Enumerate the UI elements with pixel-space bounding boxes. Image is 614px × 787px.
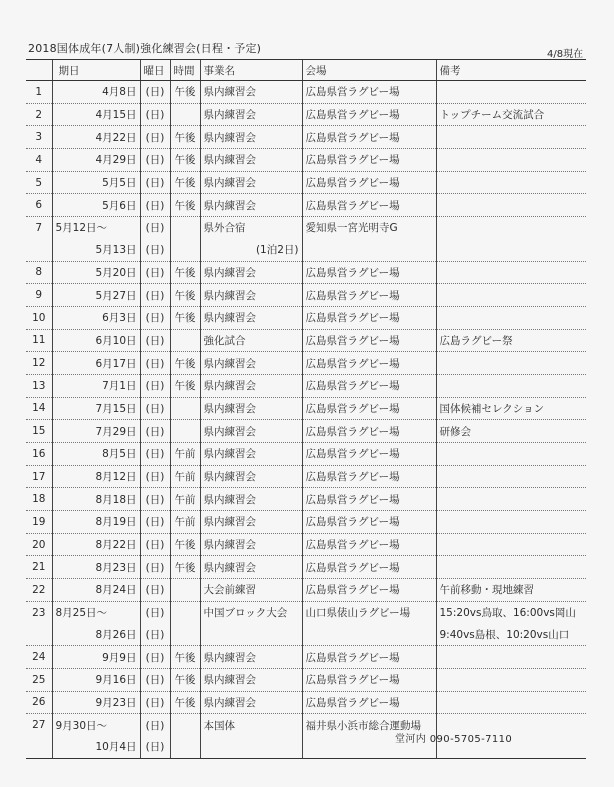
table-row [26, 420, 586, 443]
table-row [26, 646, 586, 669]
cell-no: 5 [26, 171, 52, 194]
cell-time: 午後 [170, 81, 200, 104]
cell-no: 19 [26, 511, 52, 534]
cell-note [436, 149, 586, 172]
cell-event: 強化試合 [200, 329, 302, 352]
cell-time: 午後 [170, 306, 200, 329]
cell-no: 9 [26, 284, 52, 307]
cell-time [170, 736, 200, 758]
cell-venue: 広島県営ラグビー場 [302, 352, 436, 375]
cell-event: 県内練習会 [200, 171, 302, 194]
cell-venue: 広島県営ラグビー場 [302, 374, 436, 397]
cell-venue: 広島県営ラグビー場 [302, 488, 436, 511]
table-row [26, 217, 586, 239]
cell-time: 午前 [170, 488, 200, 511]
cell-dow: (日) [140, 533, 170, 556]
cell-date: 6月3日 [52, 306, 140, 329]
cell-dow: (日) [140, 217, 170, 239]
cell-note [436, 81, 586, 104]
cell-date: 8月23日 [52, 556, 140, 579]
cell-time: 午後 [170, 126, 200, 149]
cell-venue: 広島県営ラグビー場 [302, 579, 436, 602]
cell-venue: 広島県営ラグビー場 [302, 126, 436, 149]
cell-time: 午後 [170, 149, 200, 172]
cell-date: 8月22日 [52, 533, 140, 556]
cell-no: 23 [32, 606, 46, 619]
cell-date: 8月12日 [52, 465, 140, 488]
cell-venue: 福井県小浜市総合運動場 [302, 714, 436, 736]
table-row [26, 374, 586, 397]
schedule-table [26, 59, 586, 759]
cell-dow: (日) [140, 691, 170, 714]
cell-date: 6月17日 [52, 352, 140, 375]
cell-date: 8月26日 [52, 624, 140, 646]
cell-event: 県内練習会 [200, 511, 302, 534]
table-row [26, 306, 586, 329]
cell-dow: (日) [140, 171, 170, 194]
cell-date: 5月6日 [52, 194, 140, 217]
cell-no: 1 [26, 81, 52, 104]
cell-dow: (日) [140, 556, 170, 579]
cell-no: 22 [26, 579, 52, 602]
cell-venue: 広島県営ラグビー場 [302, 81, 436, 104]
cell-date: 5月12日～ [52, 217, 140, 239]
cell-time [170, 329, 200, 352]
cell-note [436, 239, 586, 261]
cell-date: 10月4日 [52, 736, 140, 758]
cell-time [170, 579, 200, 602]
cell-date: 9月23日 [52, 691, 140, 714]
header-note: 備考 [436, 60, 586, 81]
cell-event: (1泊2日) [200, 239, 302, 261]
cell-date: 4月29日 [52, 149, 140, 172]
cell-no [26, 736, 52, 758]
table-row [26, 443, 586, 466]
cell-note [436, 691, 586, 714]
table-row [26, 284, 586, 307]
cell-no: 20 [26, 533, 52, 556]
cell-time: 午後 [170, 556, 200, 579]
cell-no: 12 [26, 352, 52, 375]
cell-event: 県内練習会 [200, 488, 302, 511]
cell-venue: 広島県営ラグビー場 [302, 443, 436, 466]
cell-dow: (日) [140, 420, 170, 443]
table-header-row [26, 60, 586, 81]
cell-note [436, 217, 586, 239]
cell-time [170, 103, 200, 126]
cell-venue: 山口県俵山ラグビー場 [302, 601, 436, 623]
cell-time: 午後 [170, 691, 200, 714]
cell-venue [302, 624, 436, 646]
cell-event: 県内練習会 [200, 126, 302, 149]
cell-date: 4月15日 [52, 103, 140, 126]
table-row [26, 397, 586, 420]
cell-time: 午後 [170, 352, 200, 375]
cell-event: 県内練習会 [200, 352, 302, 375]
cell-note [436, 374, 586, 397]
cell-event: 県内練習会 [200, 397, 302, 420]
cell-time [170, 624, 200, 646]
cell-dow: (日) [140, 81, 170, 104]
cell-venue [302, 239, 436, 261]
cell-time [170, 217, 200, 239]
table-row [26, 194, 586, 217]
cell-venue: 広島県営ラグビー場 [302, 194, 436, 217]
cell-dow: (日) [140, 736, 170, 758]
table-row [26, 329, 586, 352]
table-row [26, 668, 586, 691]
cell-time: 午前 [170, 443, 200, 466]
cell-note [436, 646, 586, 669]
cell-date: 8月25日～ [52, 601, 140, 623]
cell-no [26, 624, 52, 646]
table-row [26, 624, 586, 646]
cell-note [436, 284, 586, 307]
cell-note [436, 306, 586, 329]
cell-no: 18 [26, 488, 52, 511]
cell-time: 午後 [170, 261, 200, 284]
cell-no: 4 [26, 149, 52, 172]
cell-dow: (日) [140, 149, 170, 172]
table-row [26, 691, 586, 714]
cell-time: 午後 [170, 194, 200, 217]
cell-event [200, 736, 302, 758]
table-row [26, 556, 586, 579]
header-venue: 会場 [302, 60, 436, 81]
cell-event: 県内練習会 [200, 261, 302, 284]
cell-date: 4月22日 [52, 126, 140, 149]
cell-dow: (日) [140, 668, 170, 691]
cell-dow: (日) [140, 261, 170, 284]
table-row [26, 261, 586, 284]
cell-event: 県内練習会 [200, 465, 302, 488]
cell-note [436, 556, 586, 579]
cell-time [170, 714, 200, 736]
cell-event: 県内練習会 [200, 306, 302, 329]
cell-event: 県内練習会 [200, 81, 302, 104]
cell-dow: (日) [140, 306, 170, 329]
cell-no: 8 [26, 261, 52, 284]
cell-note: 15:20vs鳥取、16:00vs岡山 [436, 601, 586, 623]
cell-dow: (日) [140, 579, 170, 602]
cell-date: 7月15日 [52, 397, 140, 420]
as-of-date: 4/8現在 [547, 49, 584, 60]
cell-event: 県内練習会 [200, 420, 302, 443]
cell-date: 9月16日 [52, 668, 140, 691]
cell-time [170, 397, 200, 420]
cell-note: 国体候補セレクション [436, 397, 586, 420]
cell-event: 県内練習会 [200, 149, 302, 172]
cell-venue: 広島県営ラグビー場 [302, 149, 436, 172]
cell-note [436, 668, 586, 691]
table-row [26, 465, 586, 488]
table-row [26, 601, 586, 623]
cell-dow: (日) [140, 194, 170, 217]
table-row [26, 533, 586, 556]
cell-note: 午前移動・現地練習 [436, 579, 586, 602]
cell-venue: 広島県営ラグビー場 [302, 691, 436, 714]
cell-no: 11 [26, 329, 52, 352]
cell-date: 7月1日 [52, 374, 140, 397]
cell-event: 県内練習会 [200, 556, 302, 579]
cell-time [170, 601, 200, 623]
cell-dow: (日) [140, 488, 170, 511]
cell-venue: 広島県営ラグビー場 [302, 420, 436, 443]
cell-dow: (日) [140, 443, 170, 466]
cell-date: 8月18日 [52, 488, 140, 511]
cell-dow: (日) [140, 601, 170, 623]
cell-no: 7 [35, 221, 43, 234]
cell-no: 21 [26, 556, 52, 579]
cell-no: 15 [26, 420, 52, 443]
cell-event: 県内練習会 [200, 194, 302, 217]
cell-date: 7月29日 [52, 420, 140, 443]
header-date: 期日 [52, 60, 140, 81]
cell-no: 26 [26, 691, 52, 714]
cell-no: 16 [26, 443, 52, 466]
cell-note [436, 126, 586, 149]
cell-event: 大会前練習 [200, 579, 302, 602]
cell-date: 8月24日 [52, 579, 140, 602]
table-row [26, 171, 586, 194]
cell-date: 6月10日 [52, 329, 140, 352]
table-row [26, 239, 586, 261]
cell-note [436, 511, 586, 534]
cell-event: 県内練習会 [200, 668, 302, 691]
cell-venue: 広島県営ラグビー場 [302, 465, 436, 488]
cell-venue: 広島県営ラグビー場 [302, 533, 436, 556]
cell-time [170, 420, 200, 443]
cell-event: 県内練習会 [200, 533, 302, 556]
cell-event: 県内練習会 [200, 691, 302, 714]
cell-date: 4月8日 [52, 81, 140, 104]
cell-time: 午前 [170, 511, 200, 534]
cell-no: 27 [32, 719, 46, 732]
cell-note: トップチーム交流試合 [436, 103, 586, 126]
cell-time: 午後 [170, 374, 200, 397]
cell-venue: 愛知県一宮光明寺G [302, 217, 436, 239]
cell-no: 2 [26, 103, 52, 126]
cell-event: 県内練習会 [200, 443, 302, 466]
cell-dow: (日) [140, 397, 170, 420]
cell-date: 8月19日 [52, 511, 140, 534]
cell-note [436, 194, 586, 217]
cell-note [436, 261, 586, 284]
header-no [26, 60, 52, 81]
cell-time: 午後 [170, 171, 200, 194]
cell-note: 広島ラグビー祭 [436, 329, 586, 352]
cell-event: 県内練習会 [200, 374, 302, 397]
cell-no [26, 239, 52, 261]
table-row [26, 103, 586, 126]
cell-time [170, 239, 200, 261]
cell-date: 9月30日～ [52, 714, 140, 736]
cell-dow: (日) [140, 126, 170, 149]
cell-note [436, 488, 586, 511]
cell-note [436, 171, 586, 194]
cell-venue: 広島県営ラグビー場 [302, 103, 436, 126]
cell-date: 5月20日 [52, 261, 140, 284]
table-row [26, 511, 586, 534]
cell-note [436, 443, 586, 466]
table-row [26, 81, 586, 104]
cell-event: 県外合宿 [200, 217, 302, 239]
cell-dow: (日) [140, 646, 170, 669]
cell-dow: (日) [140, 714, 170, 736]
cell-venue: 広島県営ラグビー場 [302, 329, 436, 352]
cell-no: 3 [26, 126, 52, 149]
cell-event: 県内練習会 [200, 103, 302, 126]
table-row [26, 488, 586, 511]
cell-time: 午後 [170, 533, 200, 556]
cell-dow: (日) [140, 352, 170, 375]
cell-no: 13 [26, 374, 52, 397]
cell-date: 5月13日 [52, 239, 140, 261]
cell-dow: (日) [140, 239, 170, 261]
cell-venue: 広島県営ラグビー場 [302, 646, 436, 669]
cell-time: 午前 [170, 465, 200, 488]
cell-venue: 広島県営ラグビー場 [302, 511, 436, 534]
cell-venue: 広島県営ラグビー場 [302, 171, 436, 194]
cell-dow: (日) [140, 329, 170, 352]
cell-note [436, 352, 586, 375]
cell-venue: 広島県営ラグビー場 [302, 284, 436, 307]
table-row [26, 352, 586, 375]
cell-event [200, 624, 302, 646]
cell-no: 14 [26, 397, 52, 420]
document-title: 2018国体成年(7人制)強化練習会(日程・予定) [28, 42, 262, 55]
cell-time: 午後 [170, 284, 200, 307]
cell-event: 中国ブロック大会 [200, 601, 302, 623]
cell-event: 県内練習会 [200, 646, 302, 669]
cell-dow: (日) [140, 374, 170, 397]
cell-dow: (日) [140, 465, 170, 488]
cell-venue: 広島県営ラグビー場 [302, 306, 436, 329]
table-row [26, 149, 586, 172]
cell-no: 24 [26, 646, 52, 669]
cell-no: 17 [26, 465, 52, 488]
cell-note [436, 533, 586, 556]
cell-date: 5月5日 [52, 171, 140, 194]
cell-note: 研修会 [436, 420, 586, 443]
header-time: 時間 [170, 60, 200, 81]
cell-time: 午後 [170, 646, 200, 669]
cell-no: 10 [26, 306, 52, 329]
cell-date: 5月27日 [52, 284, 140, 307]
cell-time: 午後 [170, 668, 200, 691]
cell-note [436, 465, 586, 488]
header-event: 事業名 [200, 60, 302, 81]
cell-venue: 広島県営ラグビー場 [302, 261, 436, 284]
cell-event: 本国体 [200, 714, 302, 736]
cell-dow: (日) [140, 103, 170, 126]
cell-no: 6 [26, 194, 52, 217]
header-dow: 曜日 [140, 60, 170, 81]
cell-no: 25 [26, 668, 52, 691]
cell-venue: 広島県営ラグビー場 [302, 556, 436, 579]
cell-dow: (日) [140, 511, 170, 534]
table-row [26, 579, 586, 602]
cell-venue: 広島県営ラグビー場 [302, 668, 436, 691]
table-row [26, 126, 586, 149]
cell-event: 県内練習会 [200, 284, 302, 307]
cell-dow: (日) [140, 284, 170, 307]
cell-date: 9月9日 [52, 646, 140, 669]
cell-venue: 広島県営ラグビー場 [302, 397, 436, 420]
cell-dow: (日) [140, 624, 170, 646]
cell-date: 8月5日 [52, 443, 140, 466]
contact-info: 堂河内 090-5705-7110 [395, 734, 513, 745]
cell-note: 9:40vs島根、10:20vs山口 [436, 624, 586, 646]
